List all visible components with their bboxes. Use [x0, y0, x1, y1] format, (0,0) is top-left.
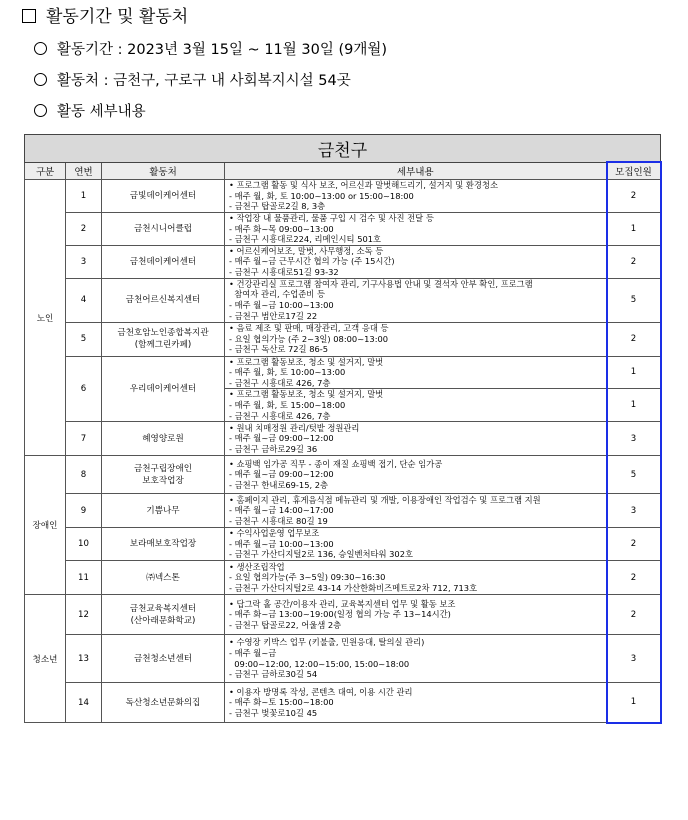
table-row — [25, 561, 661, 595]
organization-cell: 금천구립장애인 보호작업장 — [102, 456, 225, 494]
bullet-locations: 활동처 : 금천구, 구로구 내 사회복지시설 54곳 — [34, 71, 351, 91]
organization-cell: 혜영양로원 — [102, 422, 225, 456]
details-cell: • 프로그램 활동 및 식사 보조, 어르신과 말벗해드리기, 설거지 및 환경청소 - 매주 월, 화, 토 10:00~13:00 or 15:00~18:00 - 금천구 탑골로2길 8, 3층 — [225, 180, 607, 213]
details-cell: • 작업장 내 물품관리, 물품 구입 시 검수 및 사진 전달 등 - 매주 화~목 09:00~13:00 - 금천구 시흥대로224, 리메인시티 501호 — [225, 213, 607, 246]
row-number: 9 — [66, 494, 102, 528]
recruit-count-cell: 2 — [607, 322, 661, 356]
table-title: 금천구 — [25, 135, 661, 163]
bullet-details: 활동 세부내용 — [34, 102, 146, 122]
table-row — [25, 683, 661, 723]
table-row — [25, 528, 661, 561]
table-row — [25, 356, 661, 389]
recruit-count-cell: 1 — [607, 683, 661, 723]
recruit-count-cell: 2 — [607, 180, 661, 213]
row-number: 11 — [66, 561, 102, 595]
recruit-count-cell: 1 — [607, 213, 661, 246]
organization-cell: 금천어르신복지센터 — [102, 278, 225, 322]
circle-bullet-icon — [34, 42, 47, 55]
details-cell: • 쇼핑백 임가공 직무 - 종이 재질 쇼핑백 접기, 단순 임가공 - 매주 월~금 09:00~12:00 - 금천구 한내로69-15, 2층 — [225, 456, 607, 494]
category-cell: 청소년 — [25, 595, 66, 723]
recruit-count-cell: 3 — [607, 422, 661, 456]
organization-cell: 독산청소년문화의집 — [102, 683, 225, 723]
header-details: 세부내용 — [225, 162, 607, 180]
details-cell: • 수익사업운영 업무보조 - 매주 월~금 10:00~13:00 - 금천구 가산디지털2로 136, 승일벤처타워 302호 — [225, 528, 607, 561]
header-number: 연번 — [66, 162, 102, 180]
checkbox-square-icon — [22, 9, 36, 23]
category-cell: 노인 — [25, 180, 66, 456]
row-number: 1 — [66, 180, 102, 213]
recruit-count-cell: 2 — [607, 528, 661, 561]
table-row — [25, 635, 661, 683]
row-number: 3 — [66, 245, 102, 278]
row-number: 10 — [66, 528, 102, 561]
table-row — [25, 422, 661, 456]
row-number: 14 — [66, 683, 102, 723]
recruit-count-cell: 2 — [607, 561, 661, 595]
table-row — [25, 180, 661, 213]
table-row — [25, 456, 661, 494]
details-cell: • 홈페이지 관리, 휴게음식점 메뉴관리 및 개발, 이용장애인 작업검수 및 프로그램 지원 - 매주 월~금 14:00~17:00 - 금천구 시흥대로 80길 19 — [225, 494, 607, 528]
row-number: 5 — [66, 322, 102, 356]
organization-cell: 금천데이케어센터 — [102, 245, 225, 278]
recruit-count-cell: 3 — [607, 494, 661, 528]
table-row — [25, 595, 661, 635]
details-cell: • 어르신케어보조, 말벗, 사무행정, 소독 등 - 매주 월~금 근무시간 협의 가능 (주 15시간) - 금천구 시흥대로51길 93-32 — [225, 245, 607, 278]
table-row — [25, 245, 661, 278]
details-cell: • 원내 치매정원 관리/텃밭 정원관리 - 매주 월~금 09:00~12:00 - 금천구 금하로29길 36 — [225, 422, 607, 456]
organization-cell: 기쁨나무 — [102, 494, 225, 528]
recruit-count-cell: 2 — [607, 245, 661, 278]
header-organization: 활동처 — [102, 162, 225, 180]
category-cell: 장애인 — [25, 456, 66, 595]
row-number: 6 — [66, 356, 102, 422]
organization-cell: 금천청소년센터 — [102, 635, 225, 683]
organization-cell: 우리데이케어센터 — [102, 356, 225, 422]
details-cell: • 음료 제조 및 판매, 매장관리, 고객 응대 등 - 요일 협의가능 (주 2~3일) 08:00~13:00 - 금천구 독산로 72길 86-5 — [225, 322, 607, 356]
details-cell: • 답그락 홀 공간/이용자 관리, 교육복지센터 업무 및 활동 보조 - 매주 화~금 13:00~19:00(일정 협의 가능 주 13~14시간) - 금천구 탑골로22, 어울샘 2층 — [225, 595, 607, 635]
organization-cell: ㈜넥스톤 — [102, 561, 225, 595]
organization-cell: 금천시니어클럽 — [102, 213, 225, 246]
header-category: 구분 — [25, 162, 66, 180]
table-row — [25, 322, 661, 356]
activity-table — [24, 134, 662, 724]
details-cell: • 이용자 방명록 작성, 콘텐츠 대여, 이용 시간 관리 - 매주 화~토 15:00~18:00 - 금천구 벚꽃로10길 45 — [225, 683, 607, 723]
row-number: 13 — [66, 635, 102, 683]
bullet-period: 활동기간 : 2023년 3월 15일 ~ 11월 30일 (9개월) — [34, 40, 387, 60]
details-cell: • 생산조립작업 - 요일 협의가능(주 3~5일) 09:30~16:30 - 금천구 가산디지털2로 43-14 가산한화비즈메트로2차 712, 713호 — [225, 561, 607, 595]
recruit-count-cell: 5 — [607, 456, 661, 494]
section-heading-text: 활동기간 및 활동처 — [46, 7, 189, 27]
organization-cell: 금천교육복지센터 (산아래문화학교) — [102, 595, 225, 635]
row-number: 12 — [66, 595, 102, 635]
row-number: 8 — [66, 456, 102, 494]
header-recruit-count: 모집인원 — [607, 162, 661, 180]
details-cell: • 수영장 키박스 업무 (키불출, 민원응대, 탈의실 관리) - 매주 월~금 09:00~12:00, 12:00~15:00, 15:00~18:00 - 금천구 금하로30길 54 — [225, 635, 607, 683]
organization-cell: 금빛데이케어센터 — [102, 180, 225, 213]
table-row — [25, 278, 661, 322]
circle-bullet-icon — [34, 73, 47, 86]
details-cell: • 건강관리실 프로그램 참여자 관리, 기구사용법 안내 및 결석자 안부 확인, 프로그램 참여자 관리, 수업준비 등 - 매주 월~금 10:00~13:00 - 금천구 범안로17길 22 — [225, 278, 607, 322]
row-number: 7 — [66, 422, 102, 456]
details-cell: • 프로그램 활동보조, 청소 및 설거지, 말벗 - 매주 월, 화, 토 15:00~18:00 - 금천구 시흥대로 426, 7층 — [225, 389, 607, 422]
recruit-count-cell: 2 — [607, 595, 661, 635]
details-cell: • 프로그램 활동보조, 청소 및 설거지, 말벗 - 매주 월, 화, 토 10:00~13:00 - 금천구 시흥대로 426, 7층 — [225, 356, 607, 389]
table-row — [25, 494, 661, 528]
recruit-count-cell: 5 — [607, 278, 661, 322]
row-number: 2 — [66, 213, 102, 246]
recruit-count-cell: 1 — [607, 356, 661, 389]
recruit-count-cell: 1 — [607, 389, 661, 422]
organization-cell: 금천호암노인종합복지관 (함께그린카페) — [102, 322, 225, 356]
section-heading — [22, 6, 188, 28]
row-number: 4 — [66, 278, 102, 322]
organization-cell: 보라매보호작업장 — [102, 528, 225, 561]
table-row — [25, 213, 661, 246]
recruit-count-cell: 3 — [607, 635, 661, 683]
circle-bullet-icon — [34, 104, 47, 117]
